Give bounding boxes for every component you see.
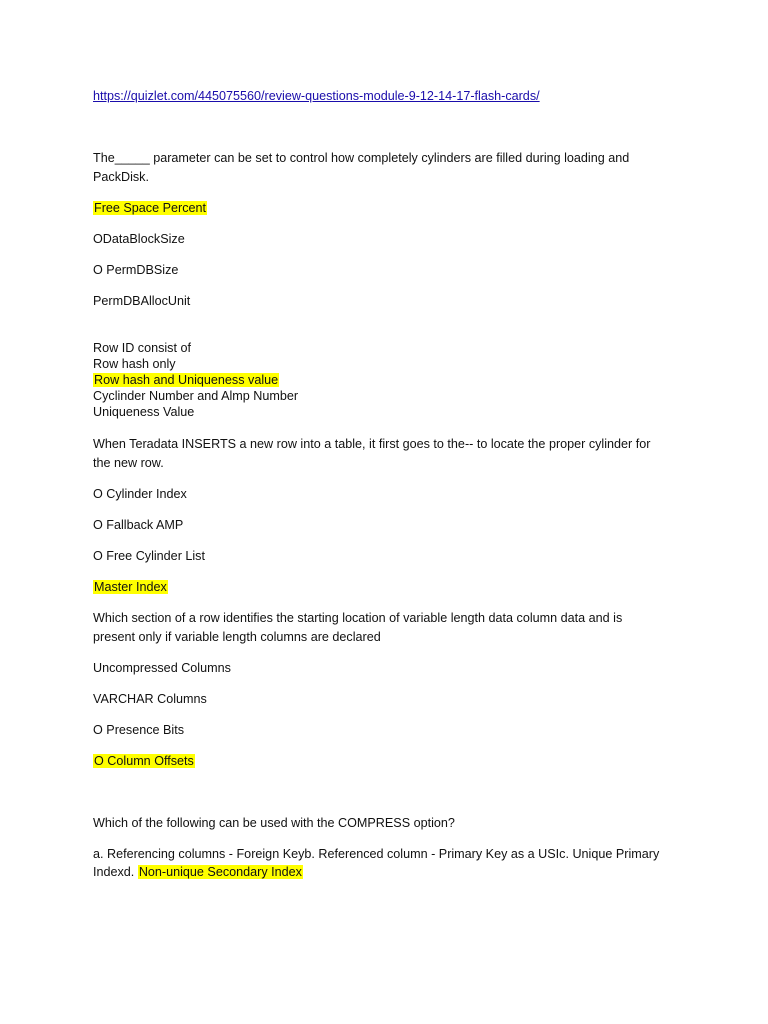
q2-option-2-highlight: Row hash and Uniqueness value [94, 373, 279, 387]
q5-answer-line-1: a. Referencing columns - Foreign Keyb. Referenced column - Primary Key as a USIc. Unique Primary [93, 847, 660, 861]
q4-option-1: Uncompressed Columns [93, 661, 231, 675]
q4-line-1: Which section of a row identifies the starting location of variable length data column data and is [93, 611, 623, 625]
q3-option-2: O Fallback AMP [93, 518, 184, 532]
q1-option-2: ODataBlockSize [93, 232, 185, 246]
q1-option-3: O PermDBSize [93, 263, 179, 277]
q2-question: Row ID consist of [93, 341, 191, 355]
q1-line-1: The_____ parameter can be set to control how completely cylinders are filled during loading and [93, 151, 630, 165]
quizlet-link[interactable]: https://quizlet.com/445075560/review-questions-module-9-12-14-17-flash-cards/ [93, 89, 540, 103]
q3-line-2: the new row. [93, 456, 164, 470]
q1-option-1-highlight: Free Space Percent [94, 201, 207, 215]
q5-answer-highlight: Non-unique Secondary Index [138, 865, 302, 879]
quizlet-link-line [93, 88, 540, 104]
q3-line-1: When Teradata INSERTS a new row into a table, it first goes to the-- to locate the proper cylinder for [93, 437, 651, 451]
q4-option-4 [93, 753, 195, 769]
q3-option-4 [93, 579, 168, 595]
q3-option-1: O Cylinder Index [93, 487, 187, 501]
q1-line-2: PackDisk. [93, 170, 149, 184]
q3-option-4-highlight: Master Index [94, 580, 167, 594]
q3-option-3: O Free Cylinder List [93, 549, 205, 563]
q4-option-3: O Presence Bits [93, 723, 184, 737]
q2-option-3: Cyclinder Number and Almp Number [93, 389, 299, 403]
q1-option-4: PermDBAllocUnit [93, 294, 191, 308]
q4-option-4-highlight: O Column Offsets [94, 754, 194, 768]
q5-answer-line-2 [93, 864, 303, 880]
q2-option-2 [93, 372, 279, 388]
q5-answer-prefix: Indexd. [93, 865, 138, 879]
q1-option-1 [93, 200, 207, 216]
q2-option-4: Uniqueness Value [93, 405, 195, 419]
q4-option-2: VARCHAR Columns [93, 692, 207, 706]
q2-option-1: Row hash only [93, 357, 176, 371]
q5-question: Which of the following can be used with the COMPRESS option? [93, 816, 455, 830]
q4-line-2: present only if variable length columns are declared [93, 630, 381, 644]
